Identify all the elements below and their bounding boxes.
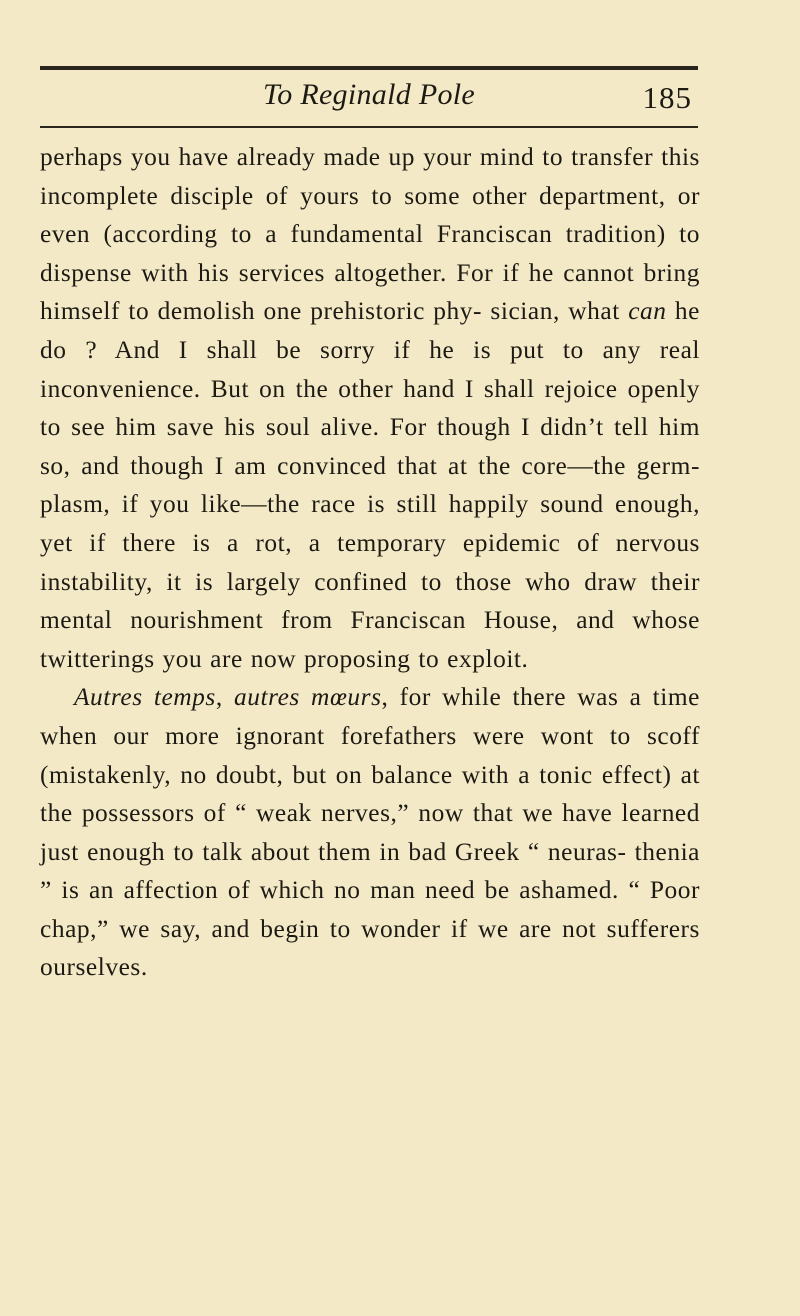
paragraph-2-text: , for while there was a time when our more ignorant forefathers were wont to scoff (mistakenly, no doubt, but on balance with a tonic effect) at the possessors of “ weak nerves,” now that we have learned just enough to talk about them in bad Greek “ neuras- thenia ” is an affection of which no man need be ashamed. “ Poor chap,” we say, and begin to wonder if we are not sufferers ourselves. xyxy=(40,683,700,982)
paragraph-1-text-continued: he do ? And I shall be sorry if he is put to any real inconvenience. But on the other hand I shall rejoice openly to see him save his soul alive. For though I didn’t tell him so, and though I am convinced that at the core—the germ-plasm, if you like—the race is still happily sound enough, yet if there is a rot, a temporary epidemic of nervous instability, it is largely confined to those who draw their mental nourishment from Franciscan House, and whose twitterings you are now proposing to exploit. xyxy=(40,297,700,673)
paragraph-1-text: perhaps you have already made up your mind to transfer this incomplete disciple of yours to some other department, or even (according to a fundamental Franciscan tradition) to dispense with his services altogether. For if he cannot bring himself to demolish one prehistoric phy- sician, what xyxy=(40,143,700,326)
body-text xyxy=(40,138,700,987)
header-top-rule xyxy=(40,66,698,70)
emphasis-can: can xyxy=(628,297,667,326)
page-number: 185 xyxy=(642,80,692,115)
running-title: To Reginald Pole xyxy=(262,78,476,111)
header-bottom-rule xyxy=(40,126,698,128)
paragraph-2-comma: , xyxy=(215,683,234,712)
emphasis-autres-temps: Autres temps xyxy=(74,683,216,712)
paragraph-1 xyxy=(40,138,700,678)
paragraph-2 xyxy=(40,678,700,987)
emphasis-autres-moeurs: autres mœurs xyxy=(234,683,382,712)
running-header xyxy=(40,72,698,124)
